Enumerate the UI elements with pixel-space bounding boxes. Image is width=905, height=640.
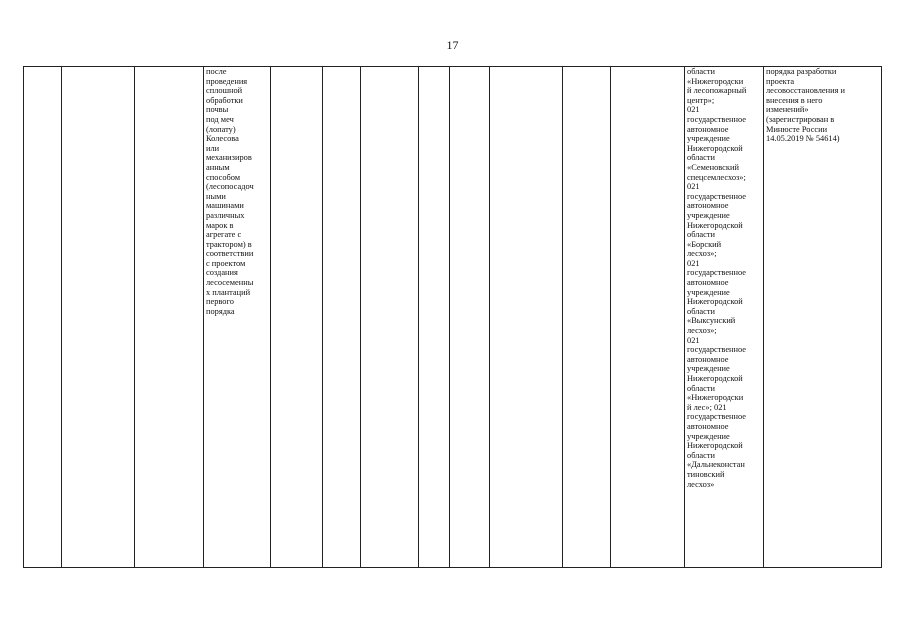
- table-cell: [361, 67, 419, 568]
- table-cell: [135, 67, 204, 568]
- table-cell-activity-description: [204, 67, 271, 568]
- table-cell: [450, 67, 490, 568]
- table-cell: [611, 67, 685, 568]
- document-table: [23, 66, 882, 568]
- legal-basis-text: порядка разработки проекта лесовосстановления и внесения в него изменений» (зарегистрирован в Минюсте России 14.05.2019 № 54614): [766, 67, 846, 144]
- table-cell: [24, 67, 62, 568]
- executors-text: области «Нижегородски й лесопожарный центр»; 021 государственное автономное учреждение Нижегородской области «Семеновский спецсемлесхоз»; 021 государственное автономное учреждение Нижегородской области «Борский лесхоз»; 021 государственное автономное учреждение Нижегородской области «Выксунский лесхоз»; 021 государственное автономное учреждение Нижегородской области «Нижегородски й лес»; 021 государственное автономное учреждение Нижегородской области «Дальнеконстан тиновский лесхоз»: [687, 67, 747, 489]
- table-cell: [62, 67, 135, 568]
- table-cell-executors: [685, 67, 764, 568]
- table-cell: [563, 67, 611, 568]
- table-cell: [490, 67, 563, 568]
- table-cell: [419, 67, 450, 568]
- table-cell: [323, 67, 361, 568]
- table-row: [24, 67, 882, 568]
- table-cell: [271, 67, 323, 568]
- table-cell-legal-basis: [764, 67, 882, 568]
- page-number: 17: [446, 38, 459, 52]
- activity-description-text: после проведения сплошной обработки почвы под меч (лопату) Колесова или механизиров анным способом (лесопосадоч ными машинами различных марок в агрегате с трактором) в соответствии с проектом создания лесосеменны х плантаций первого порядка: [206, 67, 254, 316]
